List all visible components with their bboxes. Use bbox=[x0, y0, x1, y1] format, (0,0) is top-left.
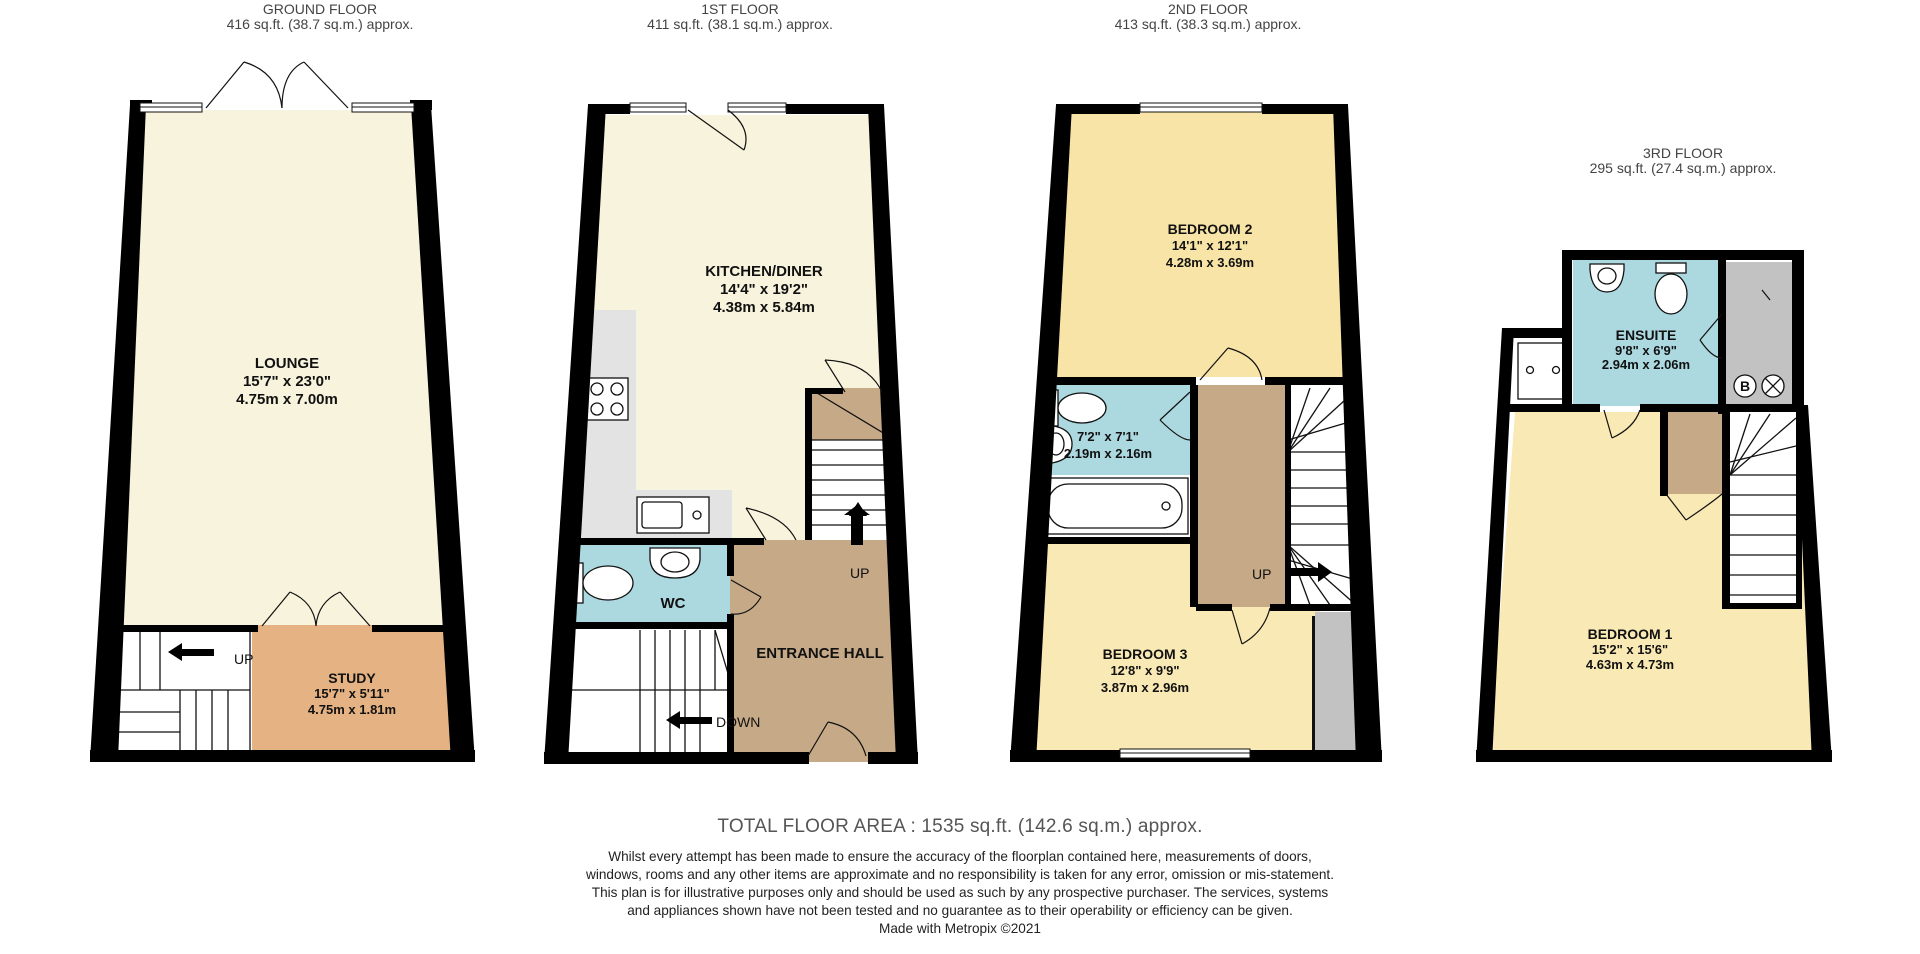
third-stairs-area bbox=[1730, 412, 1796, 607]
floor-name: 1ST FLOOR bbox=[701, 1, 779, 17]
first-up-arrow-icon-shaft bbox=[855, 515, 862, 545]
bedroom-2-metric: 4.28m x 3.69m bbox=[1165, 255, 1255, 270]
disclaimer-text: Whilst every attempt has been made to ensure the accuracy of the floorplan contained here, measurements of doors, windows, rooms and any other items are approximate and no responsibility is taken for any error, omission or mis-statement. This plan is for illustrative purposes only and should be used as such by any prospective purchaser. The services, systems and appliances shown have not been tested and no guarantee as to their operability or efficiency can be given. bbox=[586, 849, 1334, 918]
lounge-metric: 4.75m x 7.00m bbox=[236, 391, 338, 408]
first-up-label: UP bbox=[850, 565, 870, 581]
kitchen-sink-icon bbox=[637, 497, 709, 533]
second-floor-plan bbox=[1010, 103, 1382, 762]
bedroom-1-label: BEDROOM 1 bbox=[1587, 626, 1673, 642]
ground-up-label: UP bbox=[234, 651, 254, 667]
kitchen-metric: 4.38m x 5.84m bbox=[713, 299, 815, 316]
footer bbox=[0, 816, 1920, 938]
first-down-label: DOWN bbox=[716, 714, 761, 730]
study-metric: 4.75m x 1.81m bbox=[307, 702, 397, 717]
landing-3rd bbox=[1666, 412, 1730, 494]
study-imperial: 15'7" x 5'11" bbox=[314, 686, 390, 701]
landing-2nd bbox=[1196, 385, 1288, 607]
ensuite-metric: 2.94m x 2.06m bbox=[1601, 357, 1691, 372]
cupboard-door-line bbox=[1312, 616, 1315, 750]
bedroom-1-metric: 4.63m x 4.73m bbox=[1585, 657, 1675, 672]
floor-name: 3RD FLOOR bbox=[1642, 145, 1724, 161]
shower-tray-icon bbox=[1518, 343, 1566, 399]
hob-icon bbox=[586, 378, 628, 420]
boiler-label: B bbox=[1739, 378, 1751, 394]
floor-area: 413 sq.ft. (38.3 sq.m.) approx. bbox=[1114, 16, 1302, 32]
total-floor-area: TOTAL FLOOR AREA : 1535 sq.ft. (142.6 sq.m.) approx. bbox=[717, 816, 1203, 837]
ensuite-toilet-icon bbox=[1655, 263, 1687, 314]
study-label: STUDY bbox=[328, 670, 376, 686]
wc-basin-icon bbox=[650, 548, 700, 578]
second-up-label: UP bbox=[1252, 566, 1272, 582]
floor-area: 411 sq.ft. (38.1 sq.m.) approx. bbox=[647, 16, 833, 32]
bath-icon bbox=[1040, 478, 1188, 534]
bedroom-3-metric: 3.87m x 2.96m bbox=[1100, 680, 1190, 695]
first-stairs-down-area bbox=[565, 630, 733, 755]
bedroom-2-label: BEDROOM 2 bbox=[1167, 221, 1253, 237]
floor-name: 2ND FLOOR bbox=[1167, 1, 1249, 17]
credit-text: Made with Metropix ©2021 bbox=[879, 921, 1041, 936]
first-windows bbox=[630, 103, 786, 112]
bedroom-2-imperial: 14'1" x 12'1" bbox=[1171, 238, 1249, 253]
bedroom-3-imperial: 12'8" x 9'9" bbox=[1110, 663, 1180, 678]
floor-area: 295 sq.ft. (27.4 sq.m.) approx. bbox=[1589, 160, 1777, 176]
lounge-imperial: 15'7" x 23'0" bbox=[242, 373, 332, 390]
wc-label: WC bbox=[660, 595, 686, 612]
lounge-label: LOUNGE bbox=[254, 355, 320, 372]
third-floor-plan bbox=[1476, 250, 1832, 762]
bedroom-3-label: BEDROOM 3 bbox=[1102, 646, 1188, 662]
first-floor-plan bbox=[544, 103, 918, 764]
kitchen-label: KITCHEN/DINER bbox=[705, 263, 823, 280]
ensuite-imperial: 9'8" x 6'9" bbox=[1615, 343, 1677, 358]
bathroom-imperial: 7'2" x 7'1" bbox=[1077, 429, 1139, 444]
kitchen-imperial: 14'4" x 19'2" bbox=[719, 281, 809, 298]
bathroom-metric: 2.19m x 2.16m bbox=[1063, 446, 1153, 461]
entrance-hall-label: ENTRANCE HALL bbox=[756, 645, 884, 662]
floor-area: 416 sq.ft. (38.7 sq.m.) approx. bbox=[226, 16, 414, 32]
ground-floor-plan bbox=[90, 62, 475, 762]
bedroom-1-imperial: 15'2" x 15'6" bbox=[1591, 642, 1669, 657]
ensuite-label: ENSUITE bbox=[1615, 327, 1677, 343]
floor-name: GROUND FLOOR bbox=[262, 1, 378, 17]
